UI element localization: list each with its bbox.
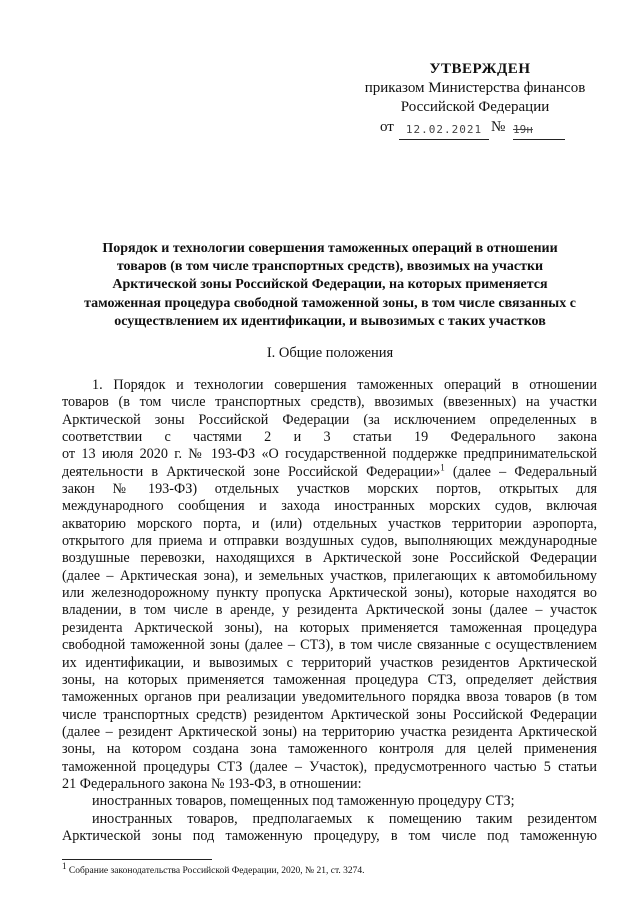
body-line: зоны, на котором создана зона таможенного контроля для целей применения <box>62 741 597 758</box>
heading-line: таможенная процедура свободной таможенной зоны, в том числе связанных с <box>84 295 576 311</box>
body-line: от 13 июля 2020 г. № 193-ФЗ «О государственной поддержке предпринимательской <box>62 446 597 463</box>
document-heading <box>70 240 590 331</box>
body-line: соответствии с частями 2 и 3 статьи 19 Федерального закона <box>62 429 597 446</box>
footnote-mark: 1 <box>62 860 67 871</box>
heading-line: товаров (в том числе транспортных средств), ввозимых на участки <box>116 259 544 275</box>
footnote-ref: 1 <box>440 461 445 472</box>
body-line: международного сообщения и захода иностранных морских судов, включая <box>62 498 597 515</box>
approval-line-country: Российской Федерации <box>400 99 550 115</box>
approval-date-line <box>355 118 595 138</box>
body-line: акваторию морского порта, и (или) отдельных участков территории аэропорта, <box>62 515 597 532</box>
footnote-divider <box>62 859 212 860</box>
approval-block <box>355 60 595 138</box>
body-line: иностранных товаров, помещенных под таможенную процедуру СТЗ; <box>92 793 515 810</box>
body-line: или железнодорожному пункту пропуска Арктической зоны), которые находятся во <box>62 585 597 602</box>
heading-line: Порядок и технологии совершения таможенных операций в отношении <box>102 241 558 256</box>
body-line-part: деятельности в Арктической зоне Российской Федерации» <box>62 463 441 480</box>
body-line: товаров (в том числе транспортных средств), ввозимых (ввезенных) на участки <box>62 394 597 411</box>
heading-line: осуществлением их идентификации, и вывозимых с таких участков <box>114 313 546 329</box>
body-line: их идентификации, и вывозимых с территорий участков резидентов Арктической <box>62 654 597 671</box>
body-line: Арктической зоны Российской Федерации (за исключением определенных в <box>62 411 597 428</box>
approval-date: 12.02.2021 <box>399 120 489 140</box>
body-line: таможенной процедуры СТЗ (далее – Участок), предусмотренного частью 5 статьи <box>62 758 597 775</box>
approval-ot-label: от <box>380 119 394 135</box>
body-line: иностранных товаров, предполагаемых к помещению таким резидентом <box>92 810 597 827</box>
body-line: (далее – Арктическая зона), и земельных участков, прилегающих к автомобильному <box>62 567 597 584</box>
approval-number-sign: № <box>491 119 506 135</box>
body-line-with-footnote <box>62 461 598 481</box>
body-line-part: (далее – Федеральный <box>444 463 598 480</box>
body-line: Арктической зоны под таможенную процедуру, в том числе под таможенную <box>62 827 597 844</box>
footnote <box>62 860 365 877</box>
footnote-text: Собрание законодательства Российской Федерации, 2020, № 21, ст. 3274. <box>66 866 365 876</box>
body-text <box>62 377 597 845</box>
body-line: (далее – резидент Арктической зоны) на территорию участка резидента Арктической <box>62 723 597 740</box>
heading-line: Арктической зоны Российской Федерации, на которых применяется <box>112 277 548 293</box>
approval-line-ministry: приказом Министерства финансов <box>364 80 586 96</box>
body-line: свободной таможенной зоны (далее – СТЗ), в том числе связанные с осуществлением <box>62 637 597 654</box>
body-line: воздушные перевозки, находящихся в Арктической зоне Российской Федерации <box>62 550 597 567</box>
approval-title: УТВЕРЖДЕН <box>429 61 531 77</box>
body-line: открытого для приема и отправки воздушных судов, выполняющих международные <box>62 533 597 550</box>
section-title: I. Общие положения <box>266 345 394 361</box>
body-line: таможенных органов при реализации уведомительного порядка ввоза товаров (в том <box>62 689 597 706</box>
body-line: владении, в том числе в аренде, у резидента Арктической зоны (далее – участок <box>62 602 597 619</box>
body-line: закон № 193-ФЗ) отдельных участков морских портов, открытых для <box>62 481 597 498</box>
body-line: зоны, на которых применяется таможенная процедура СТЗ, определяет действия <box>62 671 597 688</box>
body-line: резидента Арктической зоны), на которых применяется таможенная процедура <box>62 619 597 636</box>
body-line: числе транспортных средств) резидентом Арктической зоны Российской Федерации <box>62 706 597 723</box>
body-line: 1. Порядок и технологии совершения таможенных операций в отношении <box>92 377 597 393</box>
approval-number: 19н <box>513 120 565 140</box>
body-line: 21 Федерального закона № 193-ФЗ, в отношении: <box>62 775 362 792</box>
